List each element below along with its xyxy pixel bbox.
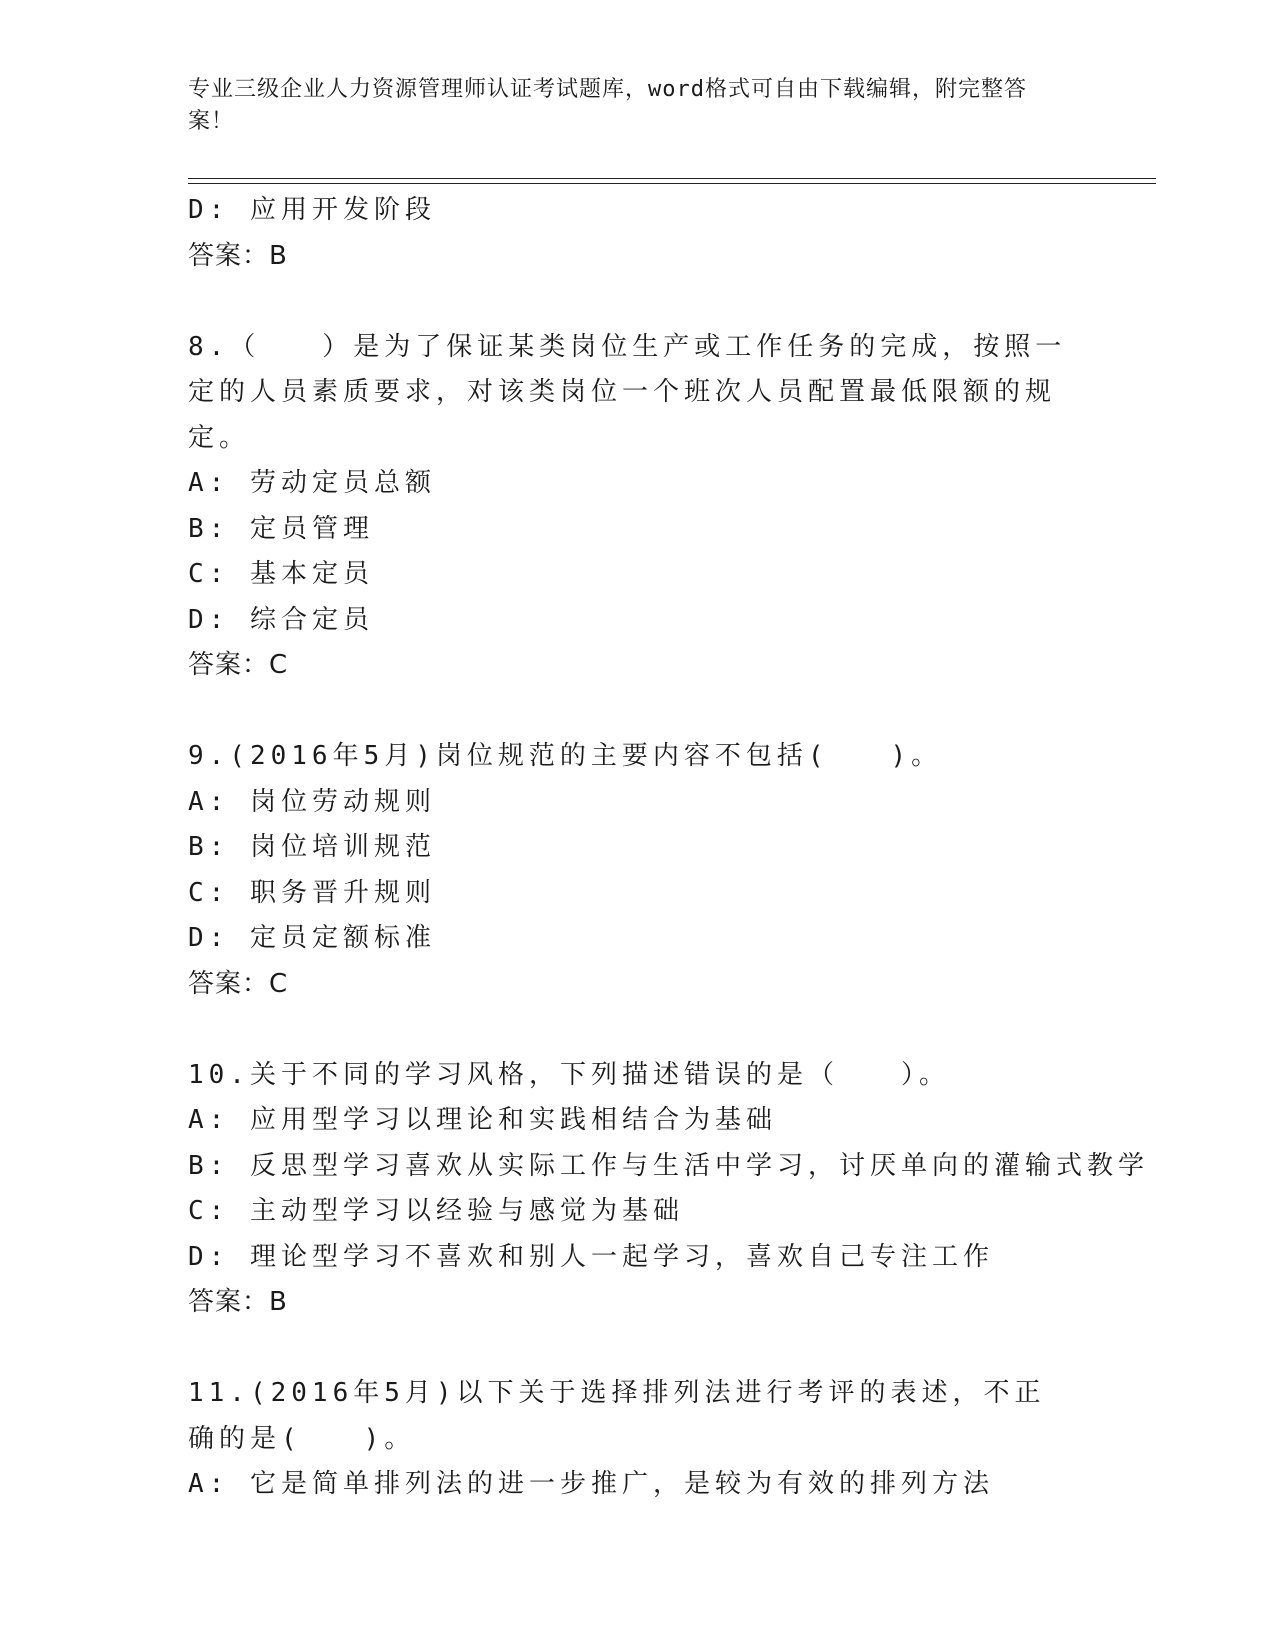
question-stem: 8.（ ）是为了保证某类岗位生产或工作任务的完成，按照一定的人员素质要求，对该类岗位一个班次人员配置最低限额的规定。 bbox=[188, 331, 1067, 453]
header-divider-top bbox=[188, 178, 1156, 179]
question-stem: 10.关于不同的学习风格，下列描述错误的是（ ）。 bbox=[188, 1059, 950, 1090]
option-c: C: 基本定员 bbox=[188, 559, 374, 589]
page-header: 专业三级企业人力资源管理师认证考试题库，word格式可自由下载编辑，附完整答案！ bbox=[188, 77, 1027, 134]
header-divider-bottom bbox=[188, 183, 1156, 184]
question-stem: 9.(2016年5月)岗位规范的主要内容不包括( )。 bbox=[188, 741, 943, 771]
option-a: A: 它是简单排列法的进一步推广，是较为有效的排列方法 bbox=[188, 1469, 994, 1499]
option-b: B: 反思型学习喜欢从实际工作与生活中学习，讨厌单向的灌输式教学 bbox=[188, 1150, 1149, 1181]
answer-line: 答案：B bbox=[188, 1287, 288, 1317]
question-list bbox=[188, 188, 1149, 1508]
option-a: A: 岗位劳动规则 bbox=[188, 786, 436, 817]
answer-line: 答案：C bbox=[188, 650, 289, 680]
option-d: D: 理论型学习不喜欢和别人一起学习，喜欢自己专注工作 bbox=[188, 1241, 994, 1272]
option-d: D: 应用开发阶段 bbox=[188, 195, 436, 225]
option-c: C: 职务晋升规则 bbox=[188, 877, 436, 908]
option-a: A: 劳动定员总额 bbox=[188, 468, 436, 498]
question-stem: 11.(2016年5月)以下关于选择排列法进行考评的表述，不正确的是( )。 bbox=[188, 1378, 1046, 1454]
option-a: A: 应用型学习以理论和实践相结合为基础 bbox=[188, 1105, 777, 1135]
option-b: B: 定员管理 bbox=[188, 513, 374, 544]
option-c: C: 主动型学习以经验与感觉为基础 bbox=[188, 1196, 684, 1226]
option-d: D: 综合定员 bbox=[188, 604, 374, 635]
option-b: B: 岗位培训规范 bbox=[188, 832, 436, 862]
answer-line: 答案：B bbox=[188, 240, 288, 271]
option-d: D: 定员定额标准 bbox=[188, 923, 436, 953]
answer-line: 答案：C bbox=[188, 968, 289, 999]
